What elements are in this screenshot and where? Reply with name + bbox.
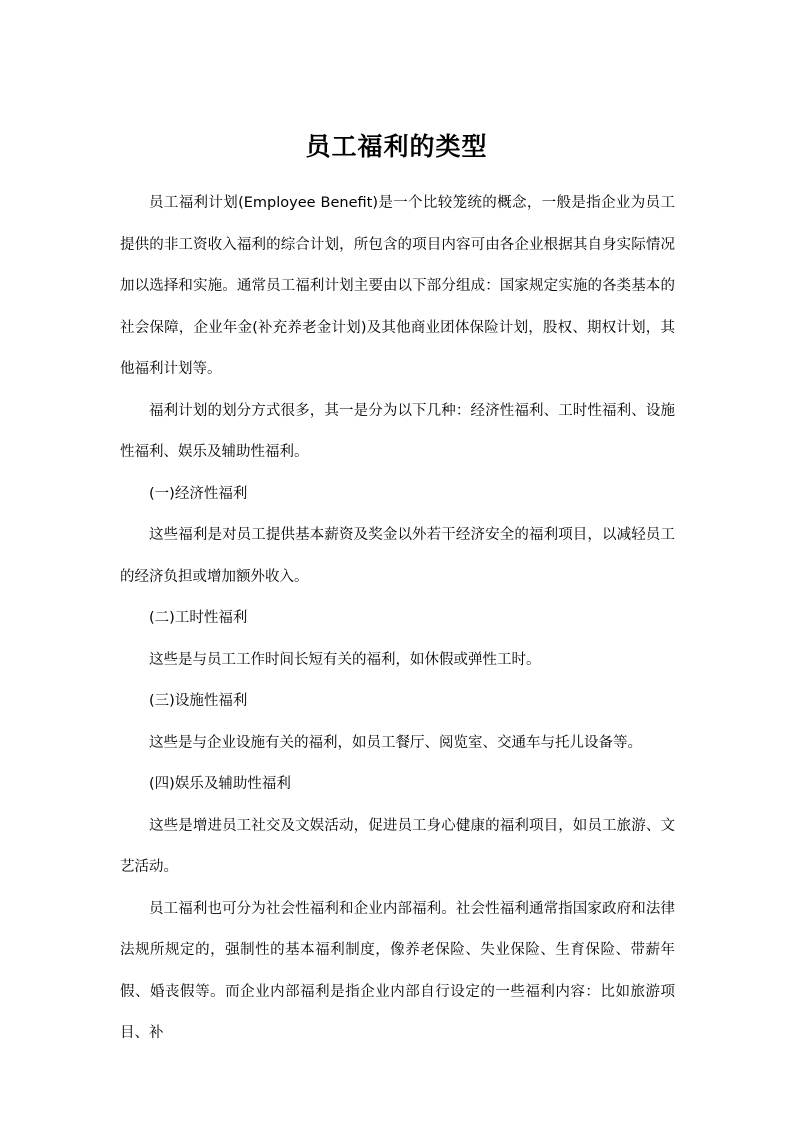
paragraph-facility-benefits: 这些是与企业设施有关的福利，如员工餐厅、阅览室、交通车与托儿设备等。: [149, 734, 642, 751]
paragraph-time-benefits: 这些是与员工工作时间长短有关的福利，如休假或弹性工时。: [149, 651, 541, 668]
document-body: [120, 183, 675, 1055]
heading-time-benefits: (二)工时性福利: [149, 610, 248, 626]
heading-recreational-benefits: (四)娱乐及辅助性福利: [149, 776, 291, 792]
paragraph-classification: 福利计划的划分方式很多，其一是分为以下几种：经济性福利、工时性福利、设施性福利、娱乐及辅助性福利。: [120, 402, 675, 460]
paragraph-intro: 员工福利计划(Employee Benefit)是一个比较笼统的概念，一般是指企业为员工提供的非工资收入福利的综合计划，所包含的项目内容可由各企业根据其自身实际情况加以选择和实施。通常员工福利计划主要由以下部分组成：国家规定实施的各类基本的社会保障，企业年金(补充养老金计划)及其他商业团体保险计划，股权、期权计划，其他福利计划等。: [120, 195, 675, 377]
heading-facility-benefits: (三)设施性福利: [149, 693, 248, 709]
heading-economic-benefits: (一)经济性福利: [149, 485, 248, 502]
document-title: 员工福利的类型: [305, 131, 488, 161]
paragraph-social-vs-internal: 员工福利也可分为社会性福利和企业内部福利。社会性福利通常指国家政府和法律法规所规定的，强制性的基本福利制度，像养老保险、失业保险、生育保险、带薪年假、婚丧假等。而企业内部福利是指企业内部自行设定的一些福利内容：比如旅游项目、补: [120, 900, 675, 1041]
paragraph-recreational-benefits: 这些是增进员工社交及文娱活动，促进员工身心健康的福利项目，如员工旅游、文艺活动。: [120, 817, 675, 875]
paragraph-economic-benefits: 这些福利是对员工提供基本薪资及奖金以外若干经济安全的福利项目，以减轻员工的经济负担或增加额外收入。: [120, 527, 675, 585]
